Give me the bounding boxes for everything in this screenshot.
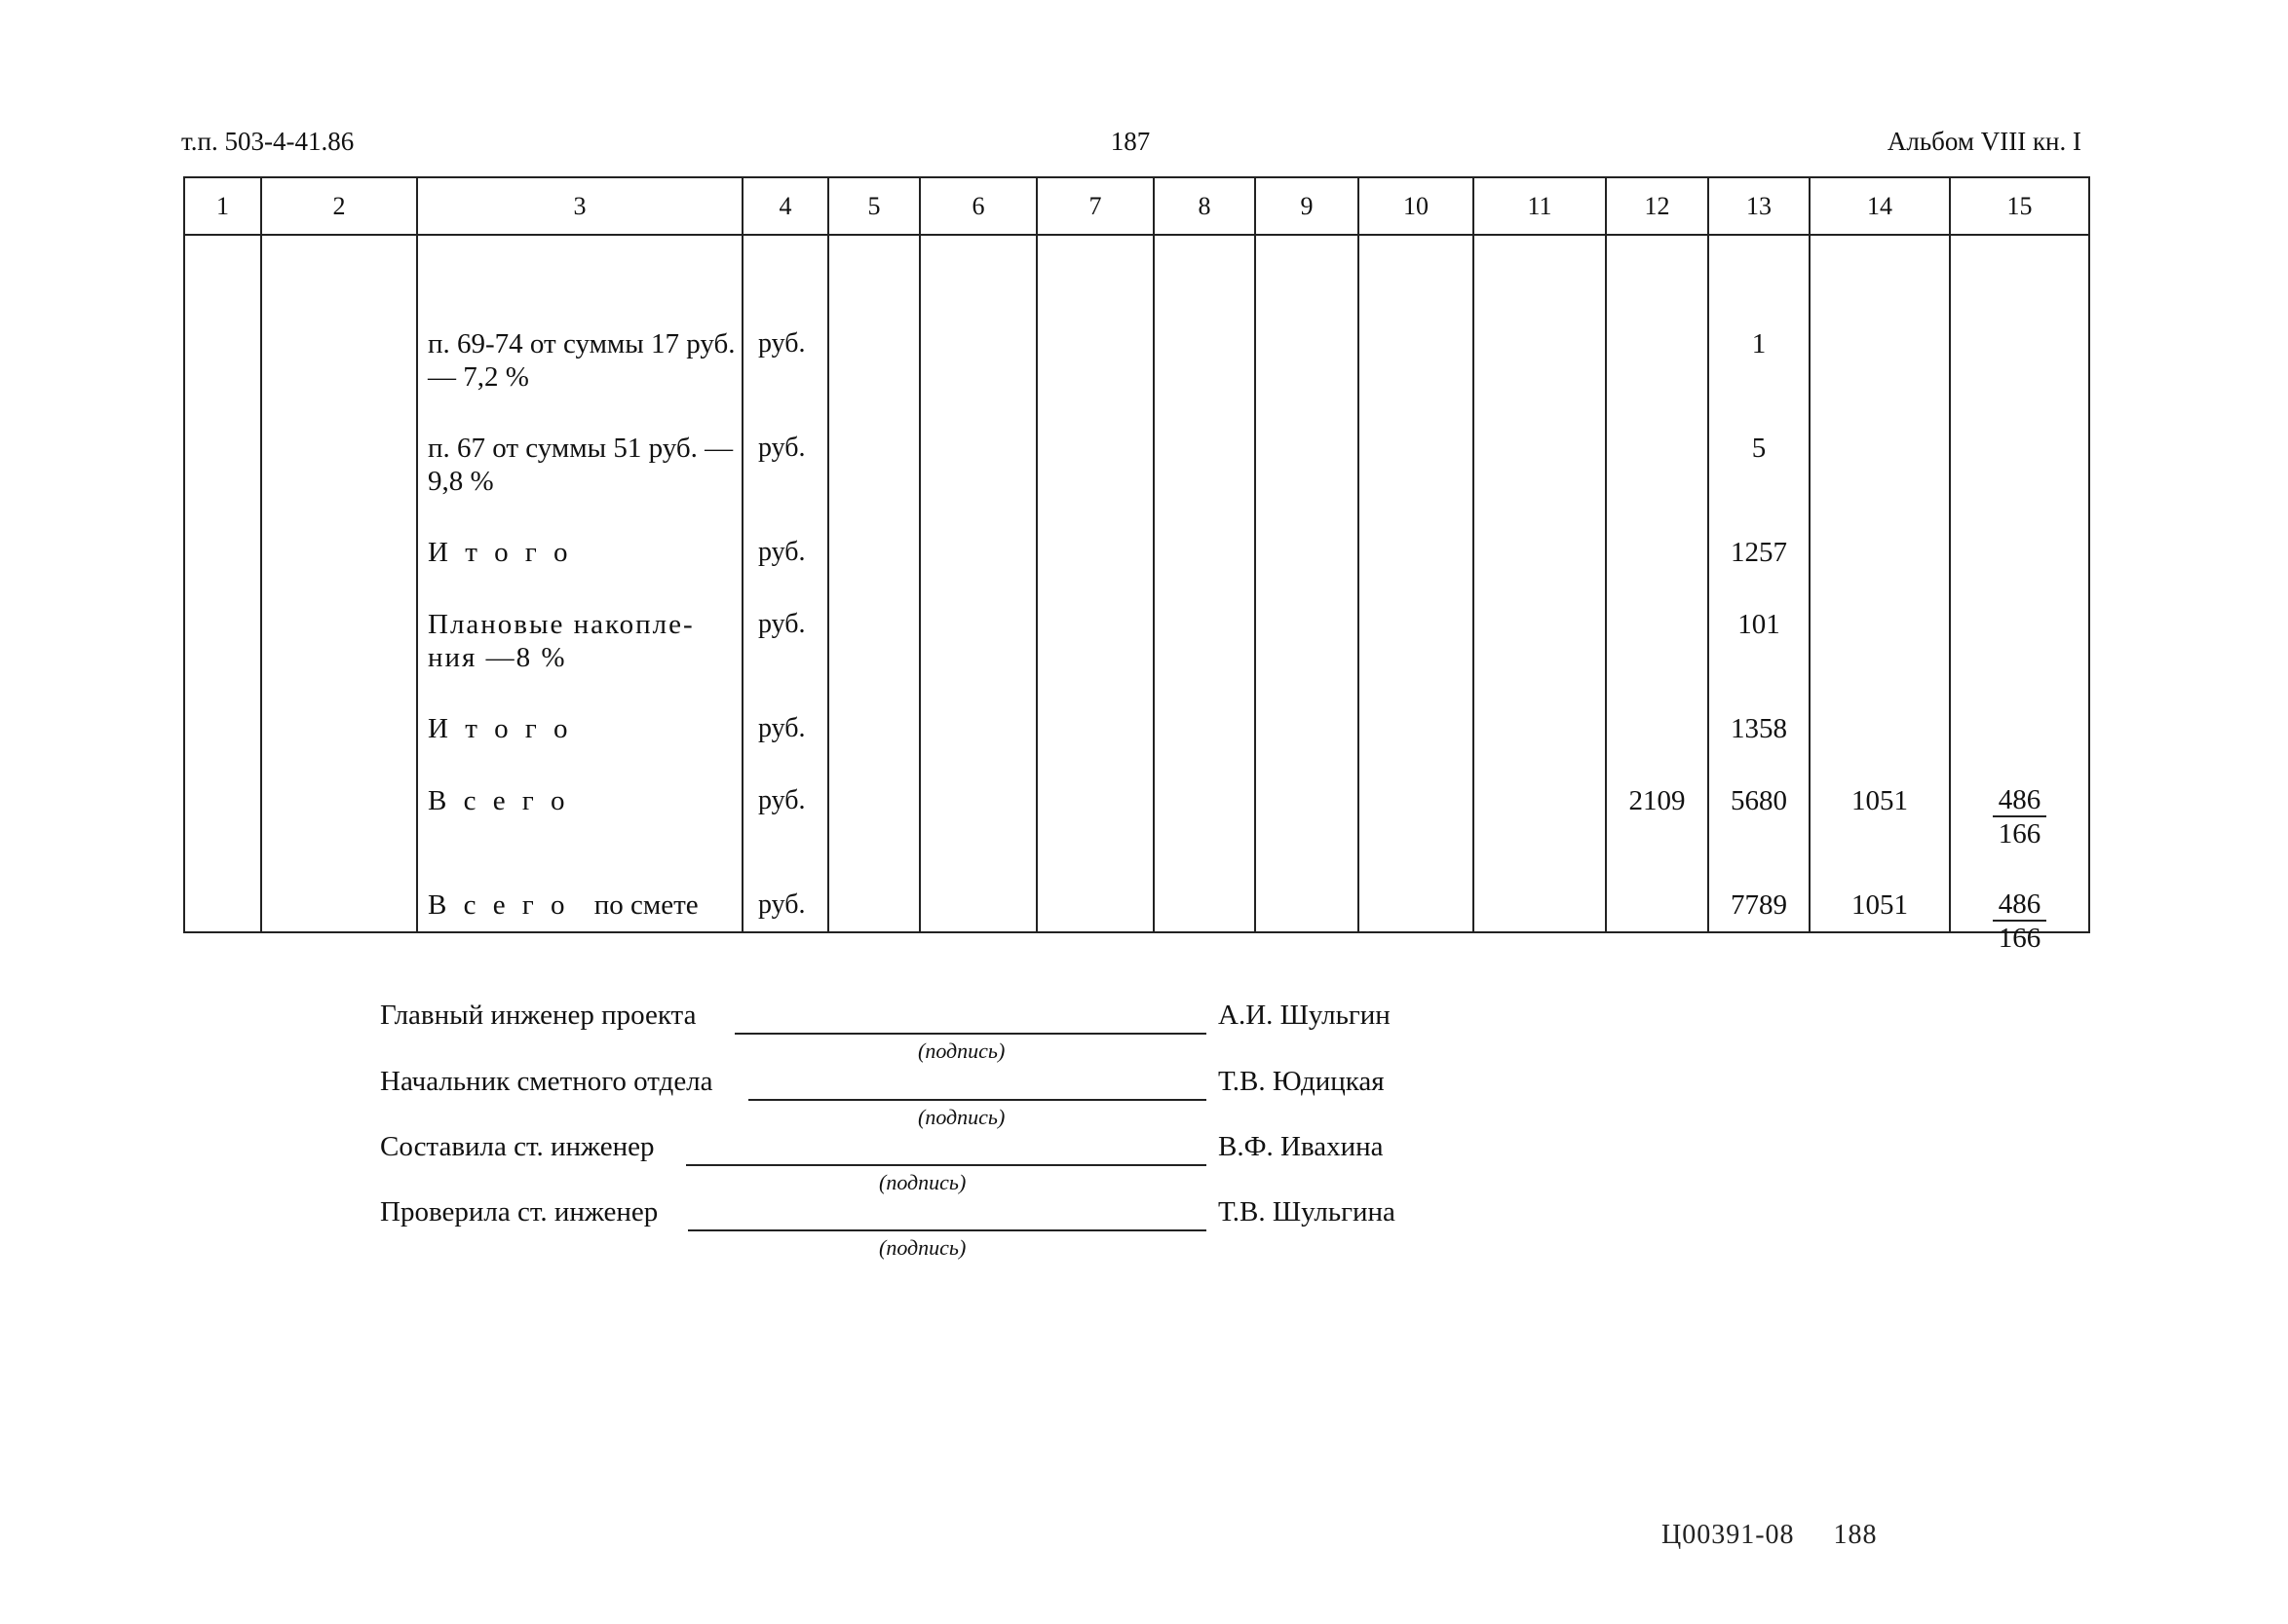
fraction-numerator: 486 bbox=[1993, 784, 2047, 817]
archive-stamp bbox=[1661, 1520, 1878, 1551]
column-number: 3 bbox=[417, 177, 743, 235]
signature-caption: (подпись) bbox=[879, 1170, 967, 1194]
row-unit: руб. bbox=[758, 785, 806, 815]
unit-column bbox=[743, 235, 828, 932]
signatory-name: Т.В. Юдицкая bbox=[1218, 1066, 1385, 1097]
row-unit: руб. bbox=[758, 713, 806, 743]
column-15-values bbox=[1950, 235, 2089, 954]
signature-line bbox=[735, 1033, 1206, 1035]
page-number: 187 bbox=[1110, 127, 1151, 156]
column-6-cell bbox=[920, 235, 1037, 932]
row-description: В с е г о bbox=[428, 785, 570, 816]
column-number: 4 bbox=[743, 177, 828, 235]
value-cell: 1 bbox=[1751, 328, 1767, 359]
row-description-main: В с е г о bbox=[428, 889, 570, 921]
column-number: 8 bbox=[1154, 177, 1255, 235]
row-description: п. 67 от суммы 51 руб. — 9,8 % bbox=[428, 433, 734, 497]
row-description-suffix: по смете bbox=[593, 889, 699, 921]
column-12-values bbox=[1606, 235, 1708, 932]
archive-code: Ц00391-08 bbox=[1661, 1520, 1795, 1550]
row-unit: руб. bbox=[758, 889, 806, 920]
value-cell: 101 bbox=[1737, 609, 1780, 640]
column-8-cell bbox=[1154, 235, 1255, 932]
table-body-row bbox=[184, 235, 2089, 932]
column-10-cell bbox=[1358, 235, 1473, 932]
signature-line bbox=[748, 1099, 1206, 1101]
document-code: т.п. 503-4-41.86 bbox=[181, 127, 355, 156]
signatory-name: В.Ф. Ивахина bbox=[1218, 1131, 1384, 1162]
column-number: 13 bbox=[1708, 177, 1810, 235]
row-unit: руб. bbox=[758, 537, 806, 567]
column-7-cell bbox=[1037, 235, 1154, 932]
signatory-name: Т.В. Шульгина bbox=[1218, 1196, 1395, 1227]
signature-caption: (подпись) bbox=[918, 1039, 1006, 1063]
column-number: 6 bbox=[920, 177, 1037, 235]
archive-page-number: 188 bbox=[1833, 1520, 1878, 1550]
value-cell: 1358 bbox=[1731, 713, 1787, 744]
column-number: 2 bbox=[261, 177, 417, 235]
row-description bbox=[428, 888, 738, 922]
value-cell: 5680 bbox=[1731, 785, 1787, 816]
column-number: 11 bbox=[1473, 177, 1606, 235]
column-11-cell bbox=[1473, 235, 1606, 932]
signature-title: Проверила ст. инженер bbox=[380, 1196, 659, 1227]
column-number: 14 bbox=[1810, 177, 1950, 235]
fraction-value bbox=[1951, 888, 2088, 955]
row-description: И т о г о bbox=[428, 713, 573, 744]
fraction-numerator: 486 bbox=[1993, 888, 2047, 922]
column-numbers-row bbox=[184, 177, 2089, 235]
row-unit: руб. bbox=[758, 433, 806, 463]
row-description: Плановые накопле-ния —8 % bbox=[428, 609, 695, 673]
signatory-name: А.И. Шульгин bbox=[1218, 1000, 1391, 1031]
value-cell: 1051 bbox=[1851, 889, 1908, 921]
signature-line bbox=[688, 1229, 1206, 1231]
column-2-cell bbox=[261, 235, 417, 932]
column-number: 10 bbox=[1358, 177, 1473, 235]
fraction-denominator: 166 bbox=[1998, 923, 2041, 954]
signature-title: Начальник сметного отдела bbox=[380, 1066, 713, 1097]
column-13-values bbox=[1708, 235, 1810, 932]
column-number: 15 bbox=[1950, 177, 2089, 235]
column-number: 7 bbox=[1037, 177, 1154, 235]
value-cell: 5 bbox=[1751, 433, 1767, 464]
signature-title: Главный инженер проекта bbox=[380, 1000, 697, 1031]
album-label: Альбом VIII кн. I bbox=[1887, 127, 2081, 156]
column-5-cell bbox=[828, 235, 920, 932]
row-unit: руб. bbox=[758, 609, 806, 639]
value-cell: 1051 bbox=[1851, 785, 1908, 816]
fraction-value bbox=[1951, 784, 2088, 850]
column-number: 12 bbox=[1606, 177, 1708, 235]
column-1-cell bbox=[184, 235, 261, 932]
value-cell: 7789 bbox=[1731, 889, 1787, 921]
column-number: 9 bbox=[1255, 177, 1358, 235]
signature-title: Составила ст. инженер bbox=[380, 1131, 655, 1162]
row-unit: руб. bbox=[758, 328, 806, 359]
column-9-cell bbox=[1255, 235, 1358, 932]
signature-caption: (подпись) bbox=[879, 1235, 967, 1260]
column-14-values bbox=[1810, 235, 1950, 932]
row-description: п. 69-74 от суммы 17 руб. — 7,2 % bbox=[428, 328, 736, 393]
signature-line bbox=[686, 1164, 1206, 1166]
column-number: 5 bbox=[828, 177, 920, 235]
row-description: И т о г о bbox=[428, 537, 573, 568]
estimate-table bbox=[183, 176, 2090, 954]
fraction-denominator: 166 bbox=[1998, 818, 2041, 850]
description-column bbox=[417, 235, 743, 932]
value-cell: 1257 bbox=[1731, 537, 1787, 568]
value-cell: 2109 bbox=[1628, 785, 1686, 816]
column-number: 1 bbox=[184, 177, 261, 235]
signature-caption: (подпись) bbox=[918, 1105, 1006, 1129]
